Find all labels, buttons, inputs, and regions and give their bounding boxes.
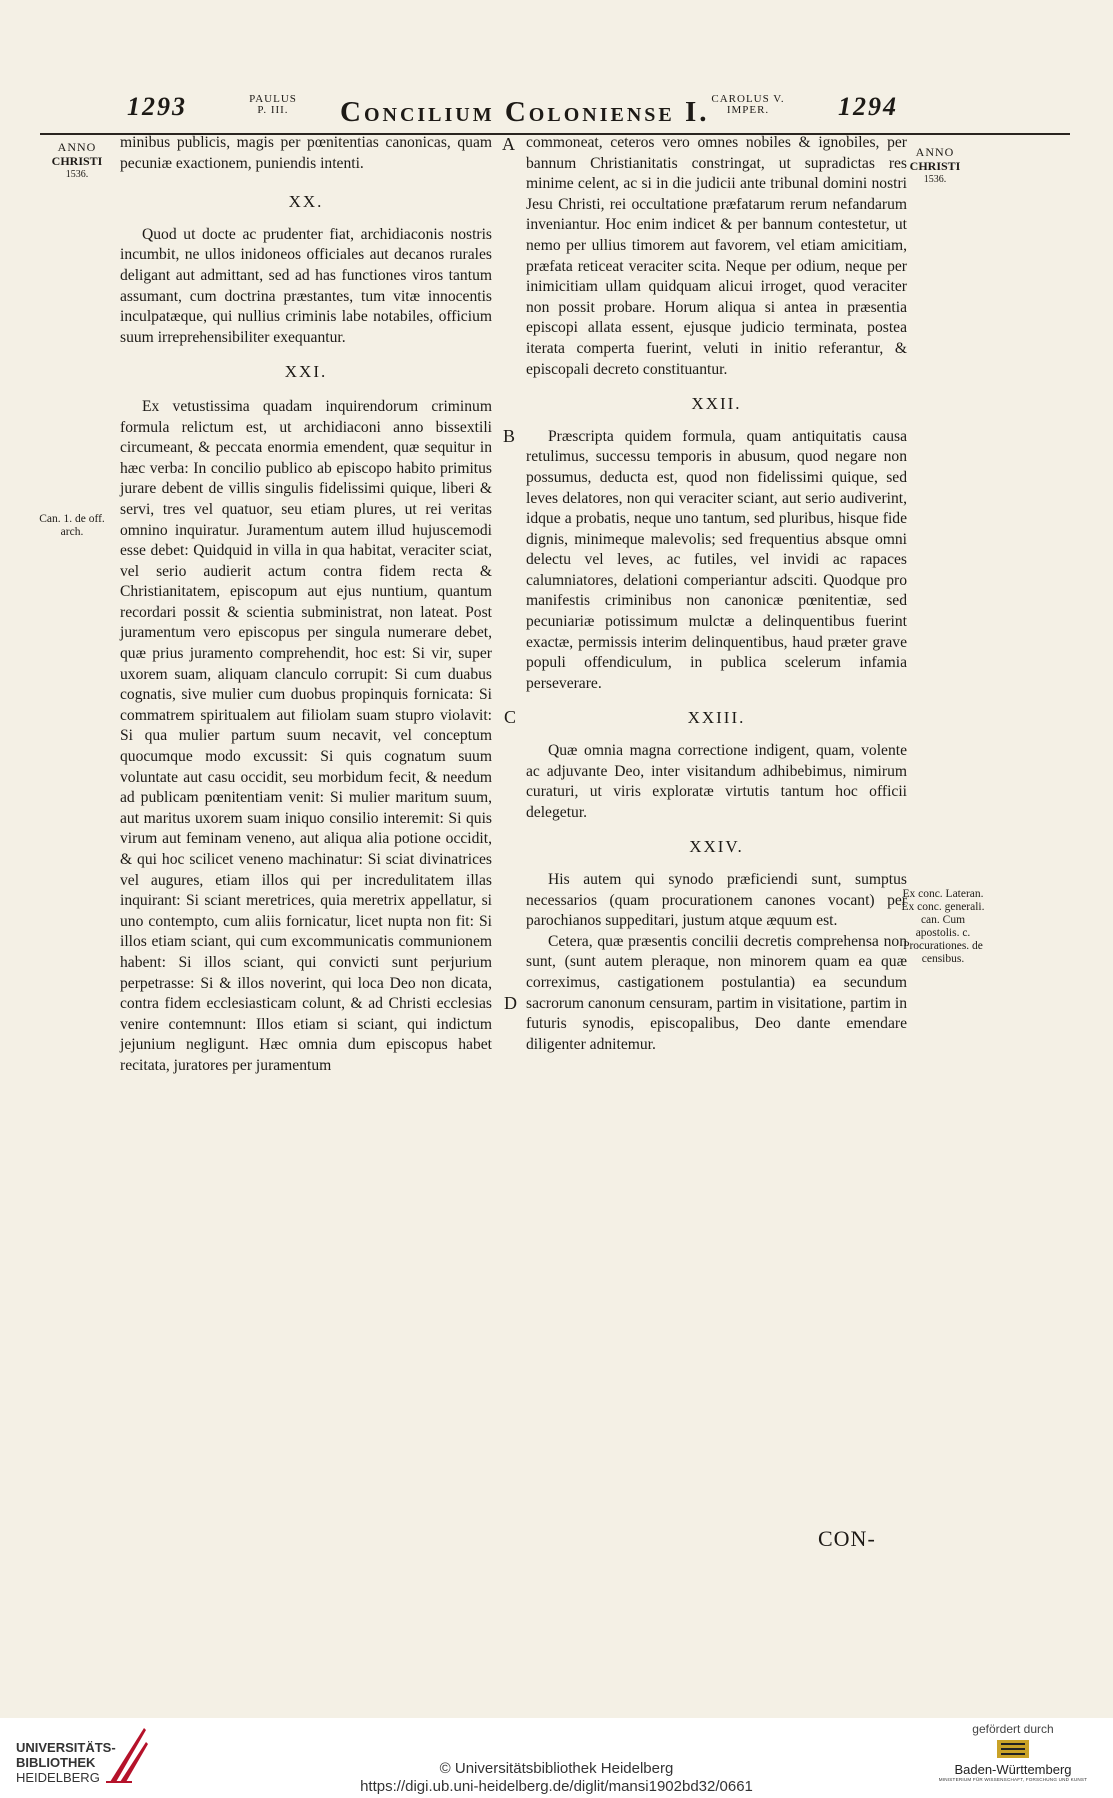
left-ruler-line1: PAULUS: [249, 93, 297, 105]
left-running-ruler: [243, 94, 303, 116]
right-year-note: [896, 145, 974, 187]
funder-name: Baden-Württemberg: [954, 1762, 1072, 1777]
state-coat-of-arms-icon: [993, 1738, 1033, 1760]
section-xxiii-title: XXIII.: [687, 708, 746, 728]
right-ruler-line2: IMPER.: [726, 104, 770, 116]
letter-d: D: [504, 993, 517, 1013]
left-intro: minibus publicis, magis per pœnitentias canonicas, quam pecuniæ exactionem, puniendis intenti.: [120, 134, 492, 172]
left-column: [120, 133, 492, 1077]
section-xxiv-title: XXIV.: [689, 837, 744, 857]
right-page-number: 1294: [838, 92, 898, 121]
left-year-label2: CHRISTI: [51, 154, 103, 168]
section-xxi-text: Ex vetustissima quadam inquirendorum criminum formula relictum est, ut archidiaconi anno bissextili circumeant, & peccata enormia emendent, quæ sequitur in hæc verba: In concilio publico ab episcopo habito primitus jurare debent de villis singulis fidelissimi quique, liberi & servi, tres vel quatuor, seu etiam plures, ut rei veritas omnino inquiratur. Juramentum autem illud hujuscemodi esse debet: Quidquid in villa in qua habitat, veraciter sciat, vel serio audierit actum contra fidem recta & Christianitatem, episcopum aut ejus nuntium, quantum recordari possit & scientia subministrat, non lateat. Post juramentum vero episcopus per singula numerare debet, quæ prius juramento comprehendit, hoc est: Si vir, super uxorem suam, aliquam clanculo corrupit: Si cum duabus cognatis, sive mulier cum duobus propinquis fornicata: Si commatrem spiritualem aut filiolam suam stupro violavit: Si qua mulier partum suum necavit, vel conceptum quocumque modo excussit: Si quis cognatum suum voluntate aut casu occidit, seu morbidum fecit, & needum ad publicam pœnitentiam venit: Si mulier maritum suum, aut maritus uxorem suam iniquo consilio interemit: Si quis virum aut feminam veneno, aut aliqua alia potione occidit, & qui hoc scilicet veneno machinatur: Si sciat divinatrices vel augures, etiam illos qui per incredulitatem illas inquirant: Si sciant meretrices, quia meretrix appellatur, si uno contempto, cum aliis fornicatur, licet nupta non fit: Si illos etiam sciant, qui cum excommunicatis communionem habent: Si illos sciant, qui convicti sunt perjurium perpetrasse: Si & illos noverint, qui loca Deo non dicata, contra fidem ecclesiasticam colunt, & ad Christi ecclesias venire contemnunt: Illos etiam si sciant, qui indictum jejunium negligunt. Hæc omnia dum episcopus habet recitata, juratores per juramentum: [120, 397, 492, 1074]
right-year: 1536.: [923, 174, 947, 185]
section-xxi-title: XXI.: [284, 362, 328, 382]
letter-c: C: [504, 707, 517, 727]
right-running-ruler: [708, 94, 788, 116]
catchword: CON-: [818, 1526, 876, 1551]
left-ruler-line2: P. III.: [257, 104, 289, 116]
left-year-note: [38, 140, 116, 182]
right-column: [526, 133, 907, 1055]
section-xxii-title: XXII.: [691, 394, 742, 414]
section-xxiv-text2: Cetera, quæ præsentis concilii decretis comprehensa non sunt, (sunt autem pleraque, non minorem quam ea quæ correximus, castigationem postulantia) ea secundum sacrorum canonum censuram, partim in visitatione, partim in futuris synodis, episcopalibus, Deo dante emendare diligenter adnitemur.: [526, 932, 907, 1053]
right-year-label1: ANNO: [915, 145, 955, 159]
left-year: 1536.: [65, 169, 89, 180]
right-intro: commoneat, ceteros vero omnes nobiles & ignobiles, per bannum Christianitatis constringat, ut supradictas res minime celent, ac si in die judicii ante tribunal domini nostri Jesu Christi, rei occultatione præfatarum rerum nefandarum inveniantur. Hoc enim indicet & per bannum contestetur, ut nemo per ullius timorem aut favorem, vel etiam amicitiam, præfata reticeat veraciter scita. Neque per odium, neque per inimicitiam ullam quidquam alicui irroget, quod veraciter non possit probare. Horum aliqua si antea in præsentia episcopi allata essent, ejusque judicio terminata, postea iterata comperta fuerint, veluti in initio referantur, & episcopali decreto constituantur.: [526, 134, 907, 378]
right-ruler-line1: CAROLUS V.: [711, 93, 785, 105]
section-xxiii-text: Quæ omnia magna correctione indigent, quam, volente ac adjuvante Deo, inter visitandum adhibebimus, nimirum curaturi, ut viris exploratæ virtutis tantum hoc officii delegetur.: [526, 742, 907, 821]
left-page-number: 1293: [127, 92, 187, 121]
library-line2: BIBLIOTHEK: [16, 1755, 96, 1770]
section-xxiv-text1: His autem qui synodo præficiendi sunt, sumptus necessarios (quam procurationem canones vocant) per parochianos suppeditari, justum atque æquum est.: [526, 871, 907, 930]
permalink[interactable]: https://digi.ub.uni-heidelberg.de/diglit/mansi1902bd32/0661: [360, 1778, 753, 1795]
section-xxii-text: Præscripta quidem formula, quam antiquitatis causa retulimus, successu temporis in abusum, quod negare non possumus, deducta est, quod non fidelissimi quique, sed leves delatores, non qui veraciter sciant, aut serio audiverint, idque a probatis, neque uno tantum, sed pluribus, hisque fide dignis, minimeque malevolis; sed frequentius absque omni delectu vel leves, ac futiles, vel invidi ac rapaces calumniatores, delationi comperiantur adsciti. Quodque pro manifestis criminibus non canonicæ pœnitentiæ, sed pecuniariæ potissimum mulctæ a delinquentibus fuerint exactæ, permissis interim delinquentibus, haud præter grave populi offendiculum, in publica scelerum infamia perseverare.: [526, 427, 907, 692]
library-line1: UNIVERSITÄTS-: [16, 1740, 116, 1755]
letter-a: A: [502, 134, 515, 154]
left-year-label1: ANNO: [57, 140, 97, 154]
left-margin-note: Can. 1. de off. arch.: [39, 513, 105, 538]
right-margin-note: Ex conc. Lateran. Ex conc. generali. can. Cum apostolis. c. Procurationes. de censibus.: [901, 888, 985, 965]
ministry-name: MINISTERIUM FÜR WISSENSCHAFT, FORSCHUNG UND KUNST: [938, 1777, 1088, 1782]
section-xx-title: XX.: [288, 192, 324, 212]
library-line3: HEIDELBERG: [16, 1770, 100, 1785]
letter-b: B: [503, 426, 516, 446]
funder-block: [933, 1722, 1093, 1782]
funded-by-label: gefördert durch: [972, 1722, 1054, 1736]
copyright-text: © Universitätsbibliothek Heidelberg: [439, 1760, 674, 1777]
section-xx-text: Quod ut docte ac prudenter fiat, archidiaconis nostris incumbit, ne ullos inidoneos officiales aut decanos rurales deligant aut admittant, sed ad has functiones viros tantum assumant, cum doctrina præstantes, tum vitæ innocentis inculpatæque, qui nullius criminis labe notabiles, officium suum irreprehensibiliter exequantur.: [120, 225, 492, 346]
page-title: Concilium Coloniense I.: [340, 96, 710, 128]
right-year-label2: CHRISTI: [909, 159, 961, 173]
